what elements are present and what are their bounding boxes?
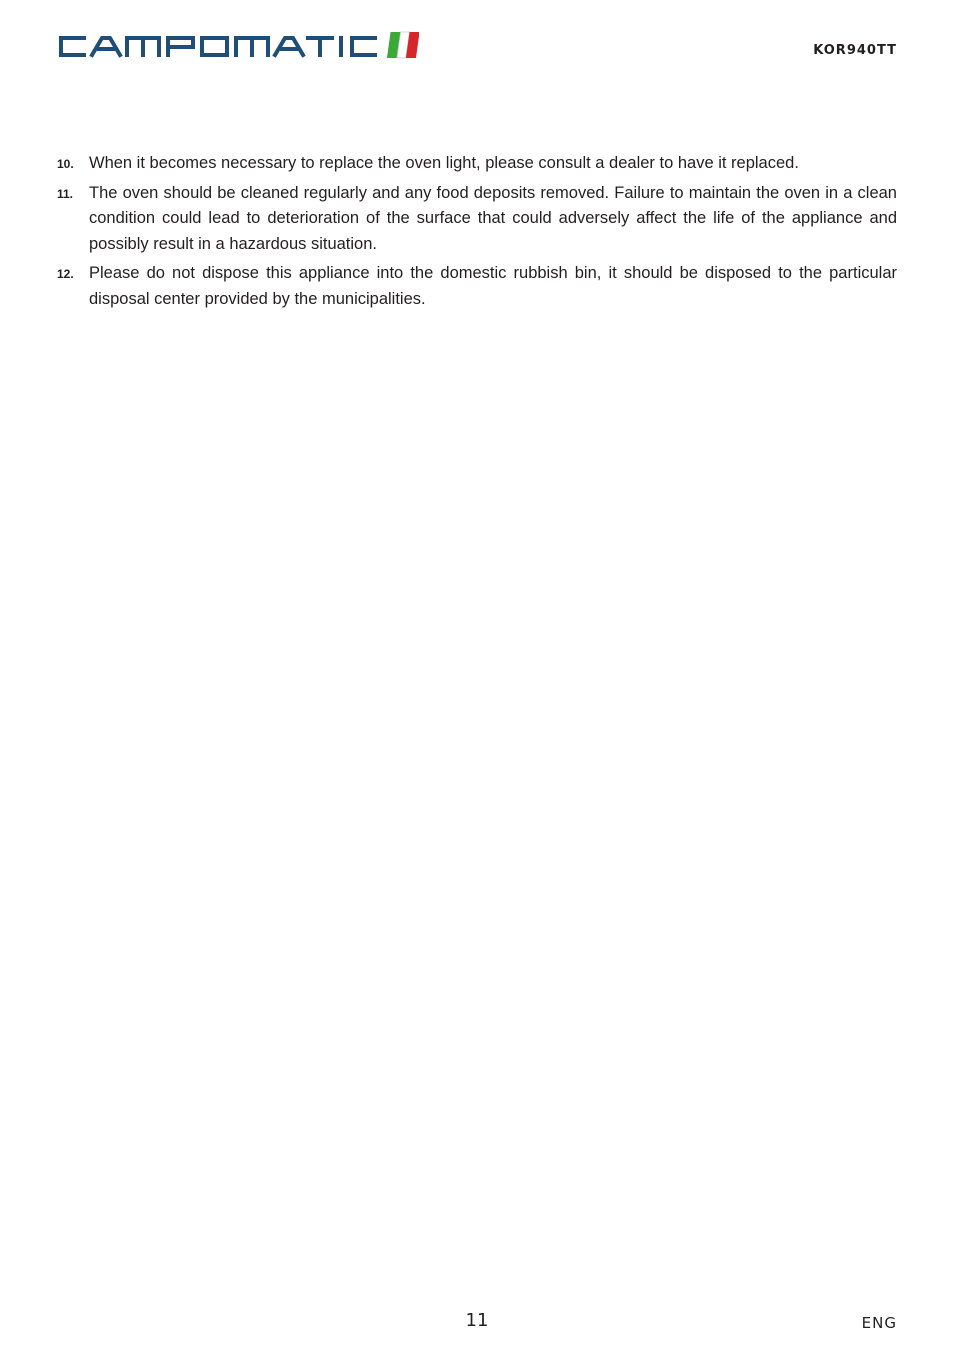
- list-item: [57, 261, 897, 312]
- item-number: 11.: [57, 186, 74, 201]
- item-number: 10.: [57, 157, 74, 171]
- list-item: [57, 151, 897, 177]
- campomatic-logo: [57, 29, 419, 61]
- item-text: When it becomes necessary to replace the oven light, please consult a dealer to have it replaced.: [89, 154, 799, 172]
- list-item: [57, 181, 897, 258]
- page-header: [0, 0, 954, 80]
- item-text: The oven should be cleaned regularly and any food deposits removed. Failure to maintain the oven in a clean condition could lead to deterioration of the surface that could adversely affect the life of the appliance and possibly result in a hazardous situation.: [89, 183, 897, 253]
- instruction-list: [57, 151, 897, 316]
- page-number: 11: [465, 1310, 489, 1331]
- item-number: 12.: [57, 267, 74, 281]
- language-code: ENG: [861, 1314, 897, 1332]
- model-code: KOR940TT: [813, 43, 897, 58]
- item-text: Please do not dispose this appliance into the domestic rubbish bin, it should be disposed to the particular disposal center provided by the municipalities.: [89, 264, 897, 308]
